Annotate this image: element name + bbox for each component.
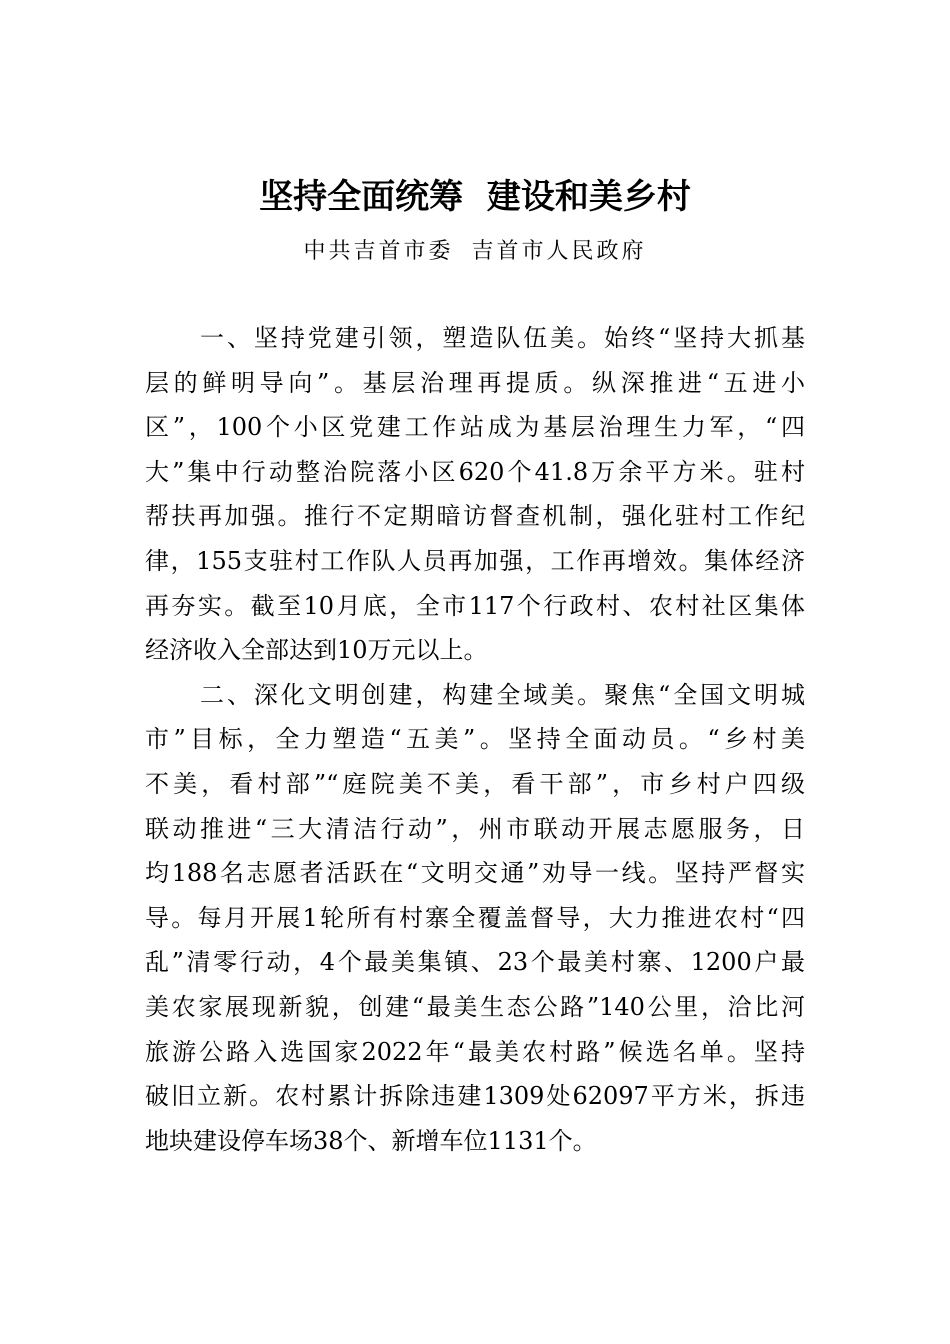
text-line: 区”，100个小区党建工作站成为基层治理生力军，“四: [145, 413, 805, 442]
text-line: 大”集中行动整治院落小区620个41.8万余平方米。驻村: [145, 457, 805, 486]
paragraph-2: [145, 673, 805, 1164]
document-author: [0, 236, 950, 268]
document-body: [145, 316, 805, 1163]
text-line: 再夯实。截至10月底，全市117个行政村、农村社区集体: [145, 591, 805, 620]
text-line: 律，155支驻村工作队人员再加强，工作再增效。集体经济: [145, 546, 805, 575]
text-line: 地块建设停车场38个、新增车位1131个。: [145, 1126, 597, 1155]
document-title: [0, 175, 950, 219]
title-part-2: 建设和美乡村: [486, 177, 691, 217]
text-line: 帮扶再加强。推行不定期暗访督查机制，强化驻村工作纪: [145, 502, 805, 531]
author-party-committee: 中共吉首市委: [303, 239, 454, 264]
text-line: 破旧立新。农村累计拆除违建1309处62097平方米，拆违: [145, 1082, 805, 1111]
text-line: 均188名志愿者活跃在“文明交通”劝导一线。坚持严督实: [145, 859, 805, 888]
text-line: 层的鲜明导向”。基层治理再提质。纵深推进“五进小: [145, 368, 805, 397]
text-line: 导。每月开展1轮所有村寨全覆盖督导，大力推进农村“四: [145, 903, 805, 932]
text-line: 经济收入全部达到10万元以上。: [145, 636, 488, 665]
paragraph-1: [145, 316, 805, 673]
text-line: 乱”清零行动，4个最美集镇、23个最美村寨、1200户最: [145, 948, 805, 977]
author-government: 吉首市人民政府: [471, 239, 647, 264]
text-line: 旅游公路入选国家2022年“最美农村路”候选名单。坚持: [145, 1037, 805, 1066]
text-line: 美农家展现新貌，创建“最美生态公路”140公里，洽比河: [145, 992, 805, 1021]
text-line: 不美，看村部”“庭院美不美，看干部”，市乡村户四级: [145, 769, 805, 798]
text-line: 一、坚持党建引领，塑造队伍美。始终“坚持大抓基: [200, 324, 805, 352]
text-line: 二、深化文明创建，构建全域美。聚焦“全国文明城: [200, 680, 805, 709]
text-line: 市”目标，全力塑造“五美”。坚持全面动员。“乡村美: [145, 725, 805, 754]
title-part-1: 坚持全面统筹: [259, 177, 464, 217]
text-line: 联动推进“三大清洁行动”，州市联动开展志愿服务，日: [145, 814, 805, 843]
